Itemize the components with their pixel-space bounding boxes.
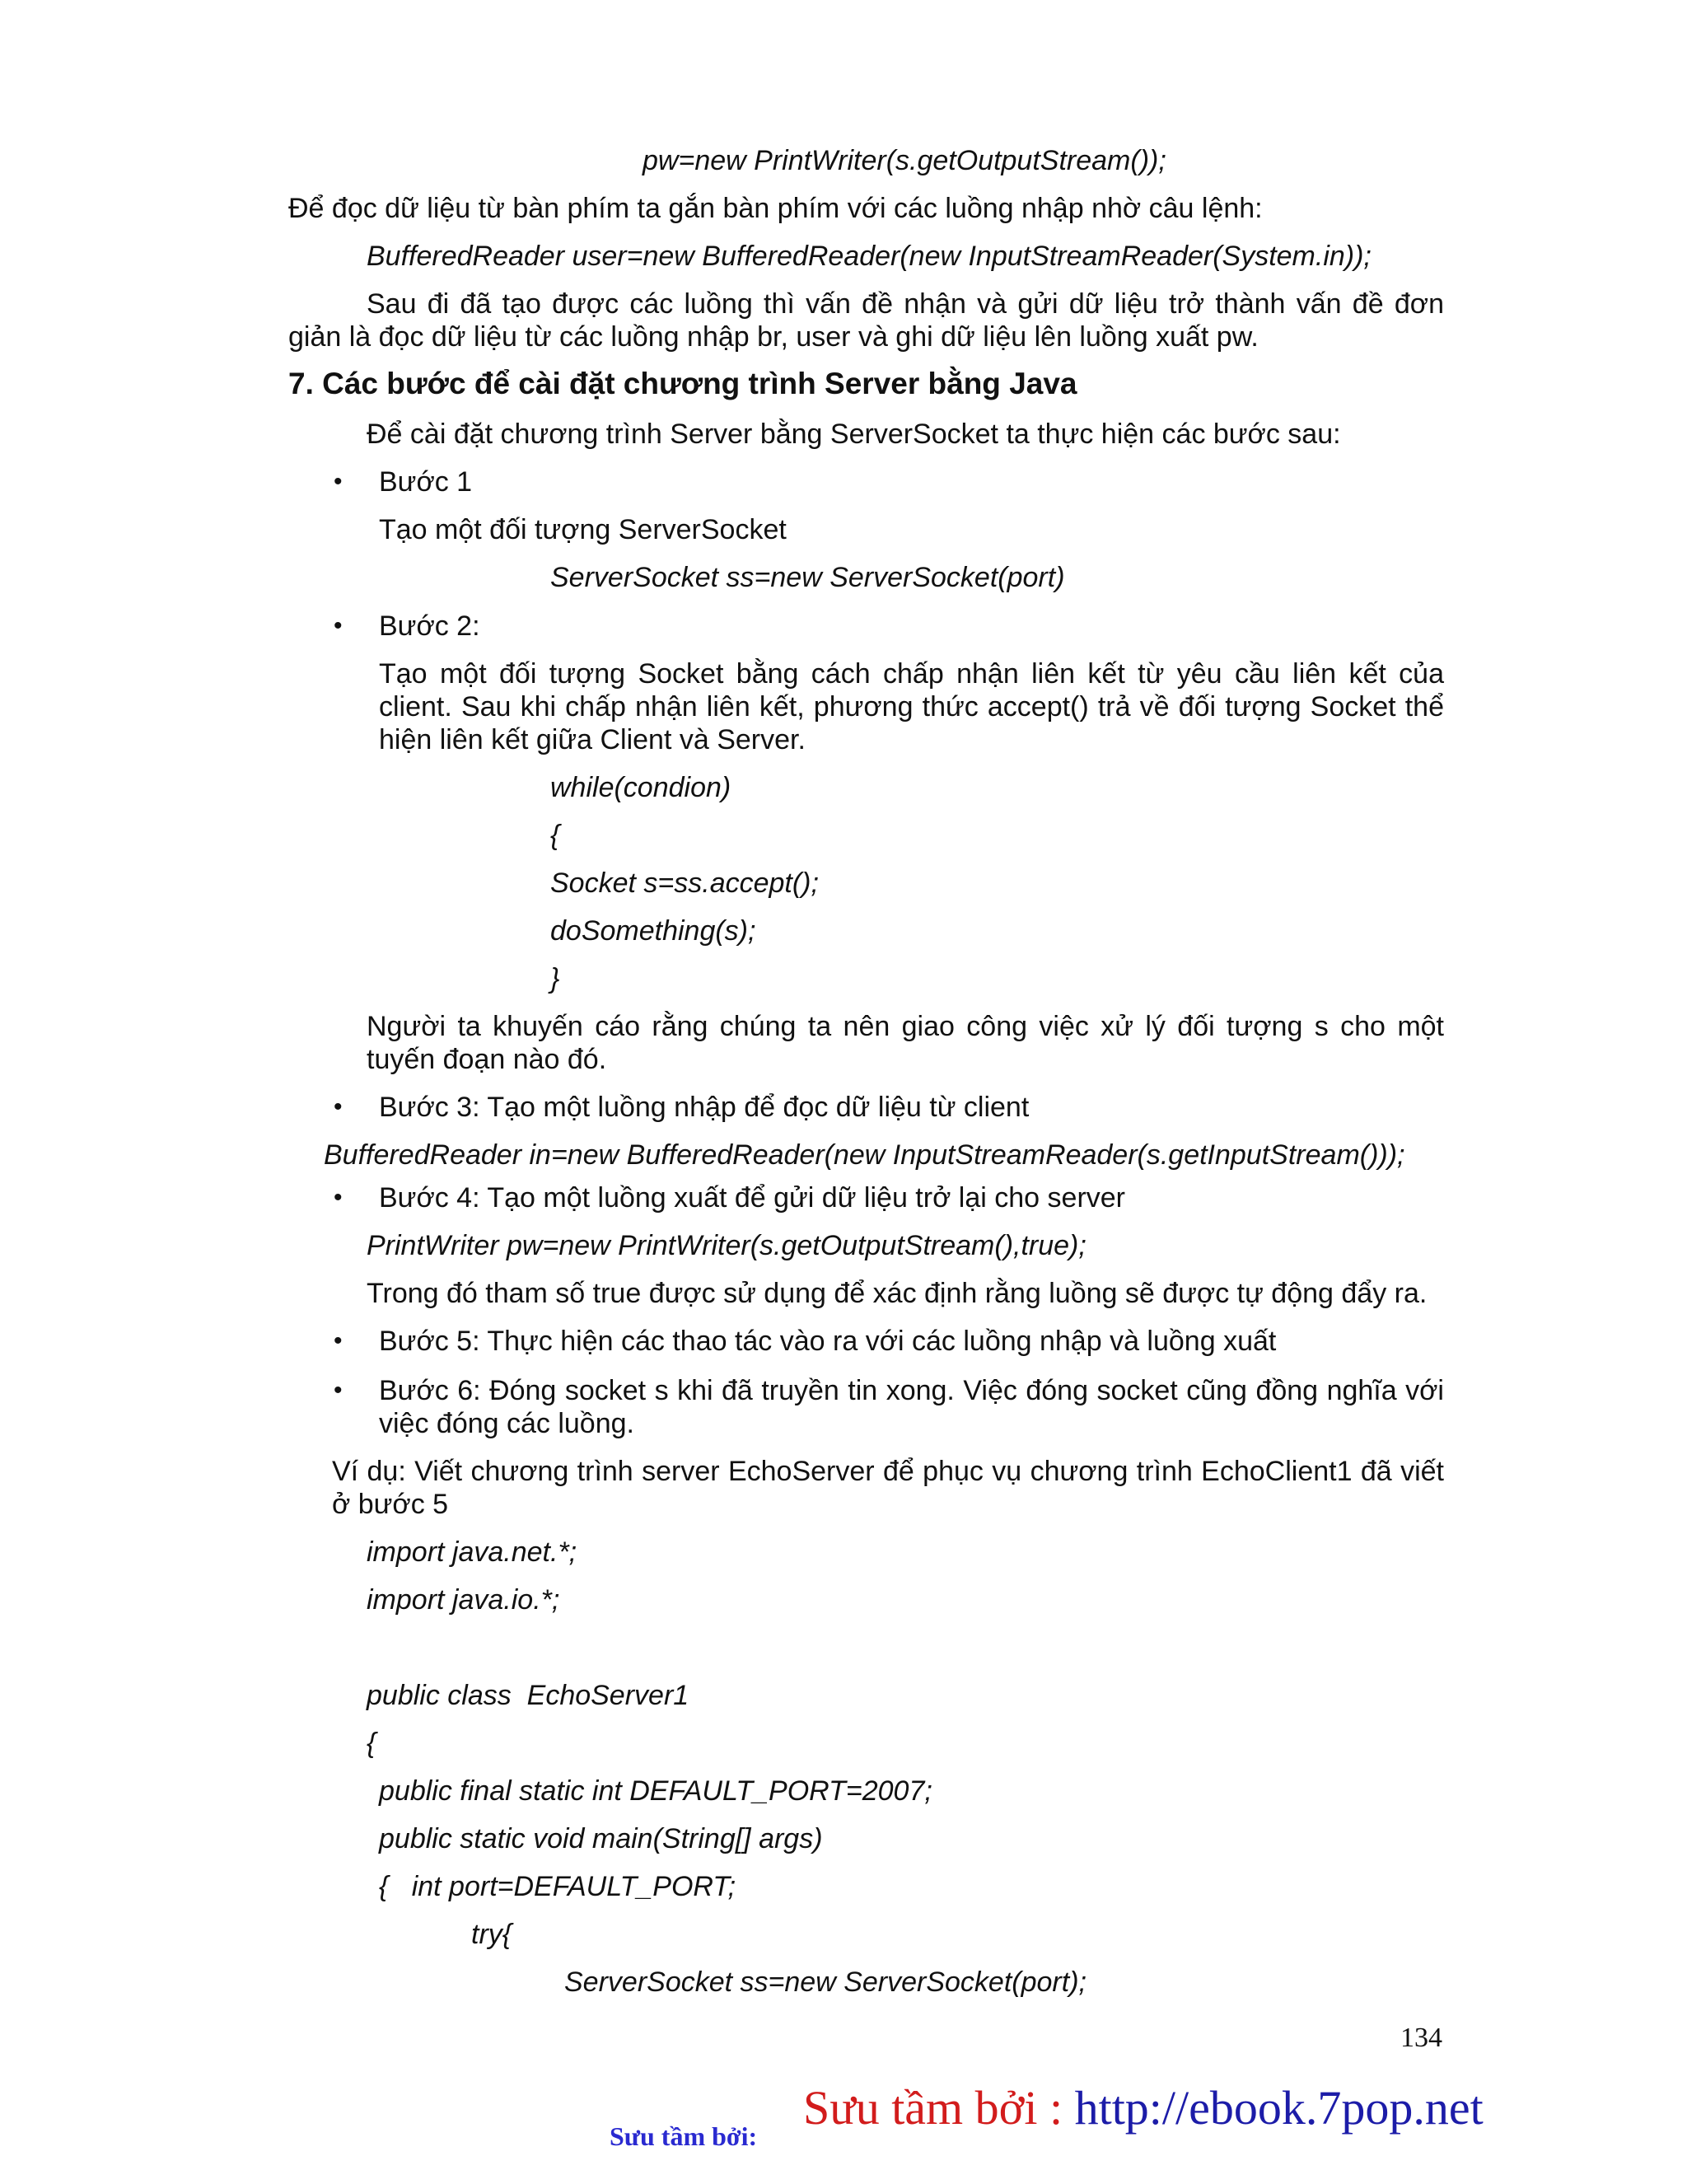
code-line: public final static int DEFAULT_PORT=2007;	[379, 1775, 932, 1807]
body-paragraph: Sau đi đã tạo được các luồng thì vấn đề nhận và gửi dữ liệu trở thành vấn đề đơn giản là đọc dữ liệu từ các luồng nhập br, user và ghi dữ liệu lên luồng xuất pw.	[288, 288, 1444, 353]
footer-banner	[803, 2080, 1484, 2135]
body-text: Để đọc dữ liệu từ bàn phím ta gắn bàn phím với các luồng nhập nhờ câu lệnh:	[288, 193, 1263, 224]
body-text: Tạo một đối tượng ServerSocket	[379, 514, 787, 545]
bullet-icon: •	[334, 612, 343, 639]
code-line: Socket s=ss.accept();	[550, 868, 819, 899]
step-label: Bước 2:	[379, 610, 480, 642]
footer-banner-url[interactable]: http://ebook.7pop.net	[1074, 2081, 1484, 2135]
body-paragraph: Người ta khuyến cáo rằng chúng ta nên giao công việc xử lý đối tượng s cho một tuyến đoạn nào đó.	[367, 1011, 1444, 1075]
code-line: try{	[471, 1919, 512, 1950]
footer-banner-prefix: Sưu tầm bởi :	[803, 2081, 1063, 2135]
footer-label: Sưu tầm bởi:	[610, 2121, 758, 2151]
bullet-icon: •	[334, 468, 343, 495]
body-paragraph: Tạo một đối tượng Socket bằng cách chấp nhận liên kết từ yêu cầu liên kết của client. Sau khi chấp nhận liên kết, phương thức accept() trả về đối tượng Socket thể hiện liên kết giữa Client và Server.	[379, 658, 1444, 755]
code-line: BufferedReader in=new BufferedReader(new InputStreamReader(s.getInputStream()));	[324, 1139, 1405, 1171]
code-line: ServerSocket ss=new ServerSocket(port);	[564, 1967, 1087, 1998]
code-line: {	[367, 1728, 376, 1759]
code-line: import java.net.*;	[367, 1536, 577, 1568]
bullet-icon: •	[334, 1184, 343, 1211]
step-label: Bước 5: Thực hiện các thao tác vào ra với các luồng nhập và luồng xuất	[379, 1326, 1277, 1357]
body-text: Để cài đặt chương trình Server bằng ServerSocket ta thực hiện các bước sau:	[367, 419, 1341, 450]
code-line: BufferedReader user=new BufferedReader(new InputStreamReader(System.in));	[367, 241, 1372, 272]
code-line: public static void main(String[] args)	[379, 1823, 823, 1854]
step-label: Bước 3: Tạo một luồng nhập để đọc dữ liệu từ client	[379, 1092, 1030, 1123]
code-line: import java.io.*;	[367, 1584, 560, 1616]
bullet-icon: •	[334, 1093, 343, 1120]
page-number: 134	[1400, 2023, 1442, 2053]
code-line: }	[550, 963, 560, 994]
code-line: PrintWriter pw=new PrintWriter(s.getOutputStream(),true);	[367, 1230, 1087, 1261]
bullet-icon: •	[334, 1377, 343, 1404]
code-line: { int port=DEFAULT_PORT;	[379, 1871, 736, 1902]
code-line: doSomething(s);	[550, 915, 756, 947]
step-label: Bước 1	[379, 466, 473, 498]
example-intro: Ví dụ: Viết chương trình server EchoServer để phục vụ chương trình EchoClient1 đã viết ở bước 5	[332, 1456, 1444, 1520]
code-line: while(condion)	[550, 772, 731, 803]
bullet-icon: •	[334, 1327, 343, 1354]
step-paragraph: Bước 6: Đóng socket s khi đã truyền tin xong. Việc đóng socket cũng đồng nghĩa với việc đóng các luồng.	[379, 1375, 1444, 1439]
step-label: Bước 4: Tạo một luồng xuất để gửi dữ liệu trở lại cho server	[379, 1182, 1125, 1214]
body-text: Trong đó tham số true được sử dụng để xác định rằng luồng sẽ được tự động đẩy ra.	[367, 1278, 1428, 1309]
section-heading: 7. Các bước để cài đặt chương trình Server bằng Java	[288, 367, 1077, 400]
code-line: pw=new PrintWriter(s.getOutputStream());	[643, 145, 1166, 176]
code-line: ServerSocket ss=new ServerSocket(port)	[550, 562, 1065, 593]
code-line: {	[550, 820, 560, 851]
code-line: public class EchoServer1	[367, 1680, 689, 1711]
